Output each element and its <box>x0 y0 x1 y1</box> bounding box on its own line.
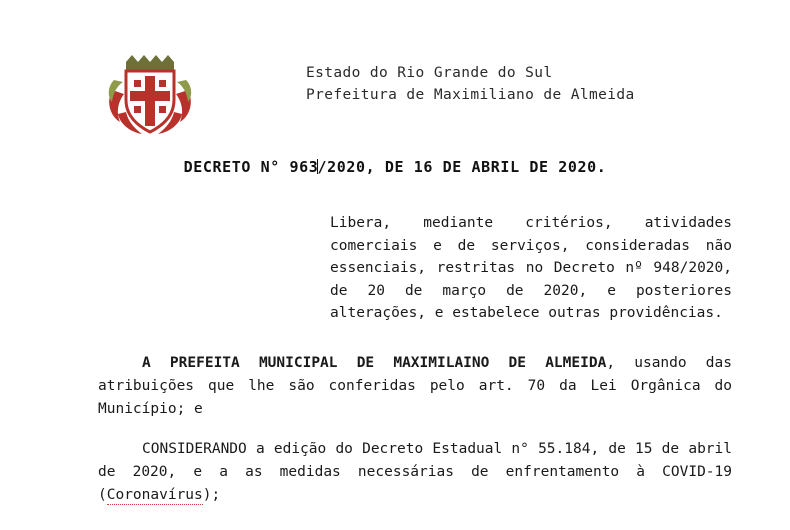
decree-summary: Libera, mediante critérios, atividades comerciais e de serviços, consideradas não essenciais, restritas no Decreto nº 948/2020, de 20 de março de 2020, e posteriores alterações, e estabelece outras providências. <box>330 215 732 321</box>
paragraph-considerando <box>98 438 732 507</box>
decree-title-number: DECRETO N° 963 <box>183 158 319 176</box>
considerando-text-part1: CONSIDERANDO a edição do Decreto Estadual n° 55.184, de 15 de abril de 2020, e a as medidas necessárias de enfrentamento à COVID-19 ( <box>98 441 732 503</box>
header-city-line: Prefeitura de Maximiliano de Almeida <box>306 87 635 103</box>
mayor-title-rest: , usando das atribuições que lhe são conferidas pelo art. 70 da Lei Orgânica do Município; e <box>98 355 732 417</box>
mayor-title-bold: A PREFEITA MUNICIPAL DE MAXIMILAINO DE ALMEIDA <box>142 355 607 371</box>
paragraph-mayor <box>98 352 732 421</box>
header-state-line: Estado do Rio Grande do Sul <box>306 65 553 81</box>
decree-title <box>0 158 790 176</box>
coat-of-arms-icon <box>104 50 196 142</box>
header-title-block <box>306 62 635 106</box>
document-header <box>0 44 790 140</box>
spellcheck-underlined-word: Coronavírus <box>106 487 203 503</box>
considerando-text-part2: ); <box>202 487 221 503</box>
decree-title-date: /2020, DE 16 DE ABRIL DE 2020. <box>317 158 607 176</box>
decree-body <box>98 352 732 507</box>
